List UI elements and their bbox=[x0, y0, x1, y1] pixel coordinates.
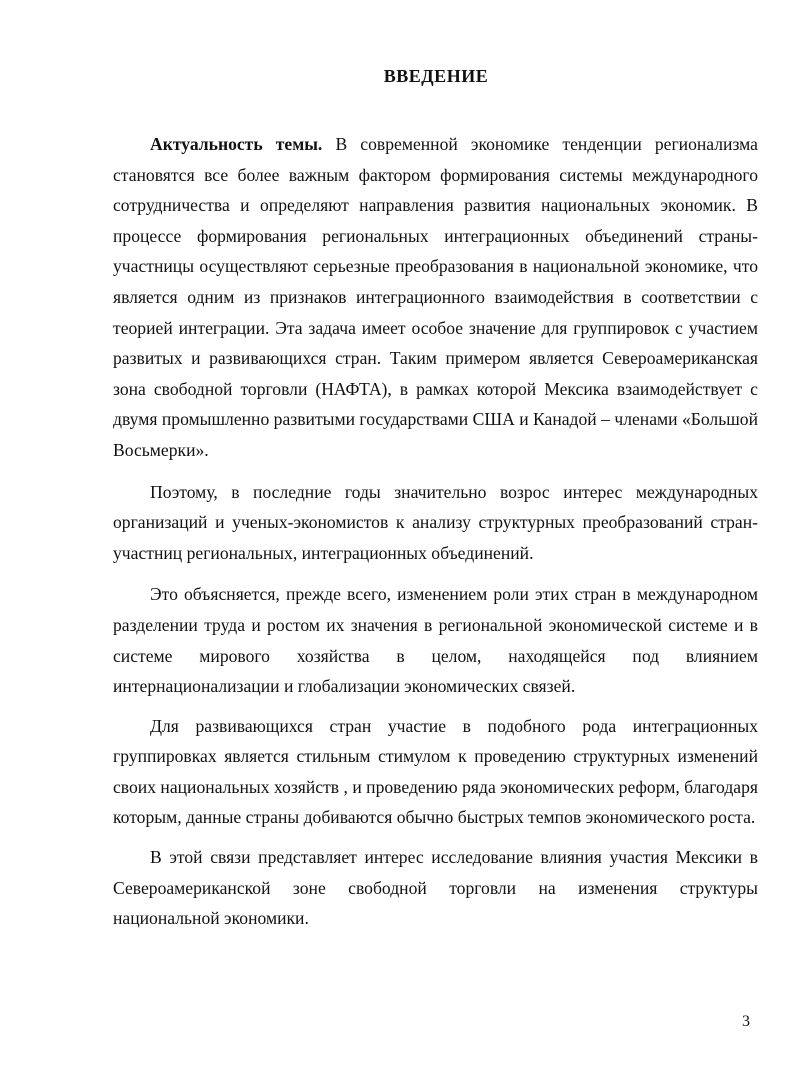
paragraph-text: В современной экономике тенденции регионализма становятся все более важным фактором формирования системы международного сотрудничества и определяют направления развития национальных экономик. В процессе формирования региональных интеграционных объединений страны-участницы осуществляют серьезные преобразования в национальной экономике, что является одним из признаков интеграционного взаимодействия в соответствии с теорией интеграции. Эта задача имеет особое значение для группировок с участием развитых и развивающихся стран. Таким примером является Североамериканская зона свободной торговли (НАФТА), в рамках которой Мексика взаимодействует с двумя промышленно развитыми государствами США и Канадой – членами «Большой Восьмерки». bbox=[113, 134, 758, 460]
paragraph-relevance bbox=[113, 129, 758, 466]
paragraph: Поэтому, в последние годы значительно возрос интерес международных организаций и ученых-экономистов к анализу структурных преобразований стран-участниц региональных, интеграционных объединений. bbox=[113, 481, 758, 563]
page-number: 3 bbox=[742, 1013, 750, 1030]
paragraph: Это объясняется, прежде всего, изменением роли этих стран в международном разделении труда и ростом их значения в региональной экономической системе и в системе мирового хозяйства в целом, находящейся под влиянием интернационализации и глобализации экономических связей. bbox=[113, 584, 758, 697]
page-title: ВВЕДЕНИЕ bbox=[383, 66, 489, 86]
body-text bbox=[113, 129, 758, 934]
paragraph: В этой связи представляет интерес исследование влияния участия Мексики в Североамериканской зоне свободной торговли на изменения структуры национальной экономики. bbox=[113, 847, 758, 929]
paragraph-lead: Актуальность темы. bbox=[150, 134, 323, 154]
paragraph: Для развивающихся стран участие в подобного рода интеграционных группировках является стильным стимулом к проведению структурных изменений своих национальных хозяйств , и проведению ряда экономических реформ, благодаря которым, данные страны добиваются обычно быстрых темпов экономического роста. bbox=[113, 715, 758, 828]
